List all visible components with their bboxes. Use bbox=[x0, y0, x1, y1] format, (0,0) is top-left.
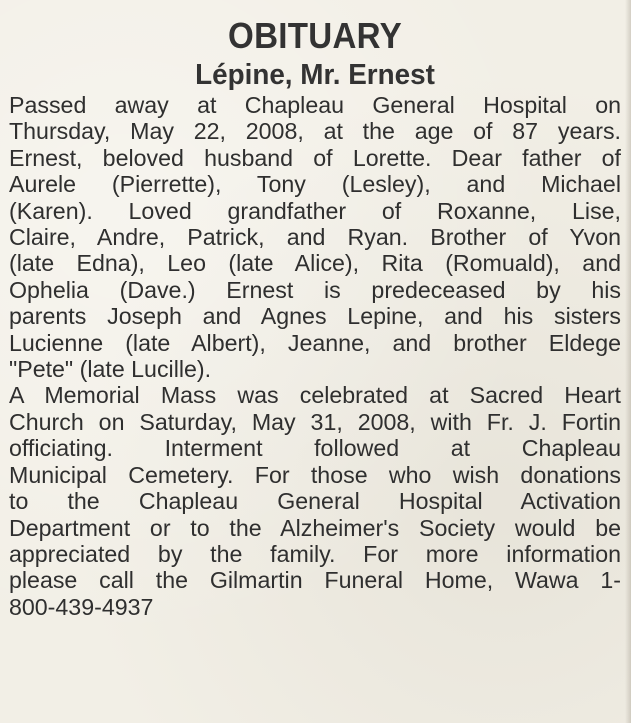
text-line: Lucienne (late Albert), Jeanne, and brother Eldege bbox=[9, 329, 621, 356]
obituary-paragraph-2 bbox=[9, 382, 621, 620]
text-line: Aurele (Pierrette), Tony (Lesley), and Michael bbox=[9, 171, 621, 198]
text-line: to the Chapleau General Hospital Activation bbox=[9, 488, 621, 515]
text-line: parents Joseph and Agnes Lepine, and his sisters bbox=[9, 303, 621, 330]
text-line: (late Edna), Leo (late Alice), Rita (Romuald), and bbox=[9, 250, 621, 277]
text-line: Claire, Andre, Patrick, and Ryan. Brother of Yvon bbox=[9, 224, 621, 251]
text-line: Municipal Cemetery. For those who wish donations bbox=[9, 461, 621, 488]
text-line: please call the Gilmartin Funeral Home, Wawa 1- bbox=[9, 567, 621, 594]
obituary-paragraph-1 bbox=[9, 92, 621, 382]
text-line: Passed away at Chapleau General Hospital on bbox=[9, 92, 621, 118]
obituary-title: OBITUARY bbox=[228, 15, 402, 56]
text-line: Thursday, May 22, 2008, at the age of 87 years. bbox=[9, 118, 621, 145]
text-line: "Pete" (late Lucille). bbox=[9, 356, 212, 383]
deceased-name: Lépine, Mr. Ernest bbox=[195, 59, 435, 91]
text-line: Church on Saturday, May 31, 2008, with Fr. J. Fortin bbox=[9, 408, 621, 435]
text-line: A Memorial Mass was celebrated at Sacred Heart bbox=[9, 382, 621, 409]
text-line: (Karen). Loved grandfather of Roxanne, Lise, bbox=[9, 197, 621, 224]
text-line: officiating. Interment followed at Chapleau bbox=[9, 435, 621, 462]
text-line: Ophelia (Dave.) Ernest is predeceased by his bbox=[9, 276, 621, 303]
text-line: Department or to the Alzheimer's Society would be bbox=[9, 514, 621, 541]
text-line: 800-439-4937 bbox=[9, 593, 154, 620]
text-line: Ernest, beloved husband of Lorette. Dear father of bbox=[9, 144, 621, 171]
text-line: appreciated by the family. For more information bbox=[9, 540, 621, 567]
scan-edge-shadow bbox=[625, 0, 631, 723]
